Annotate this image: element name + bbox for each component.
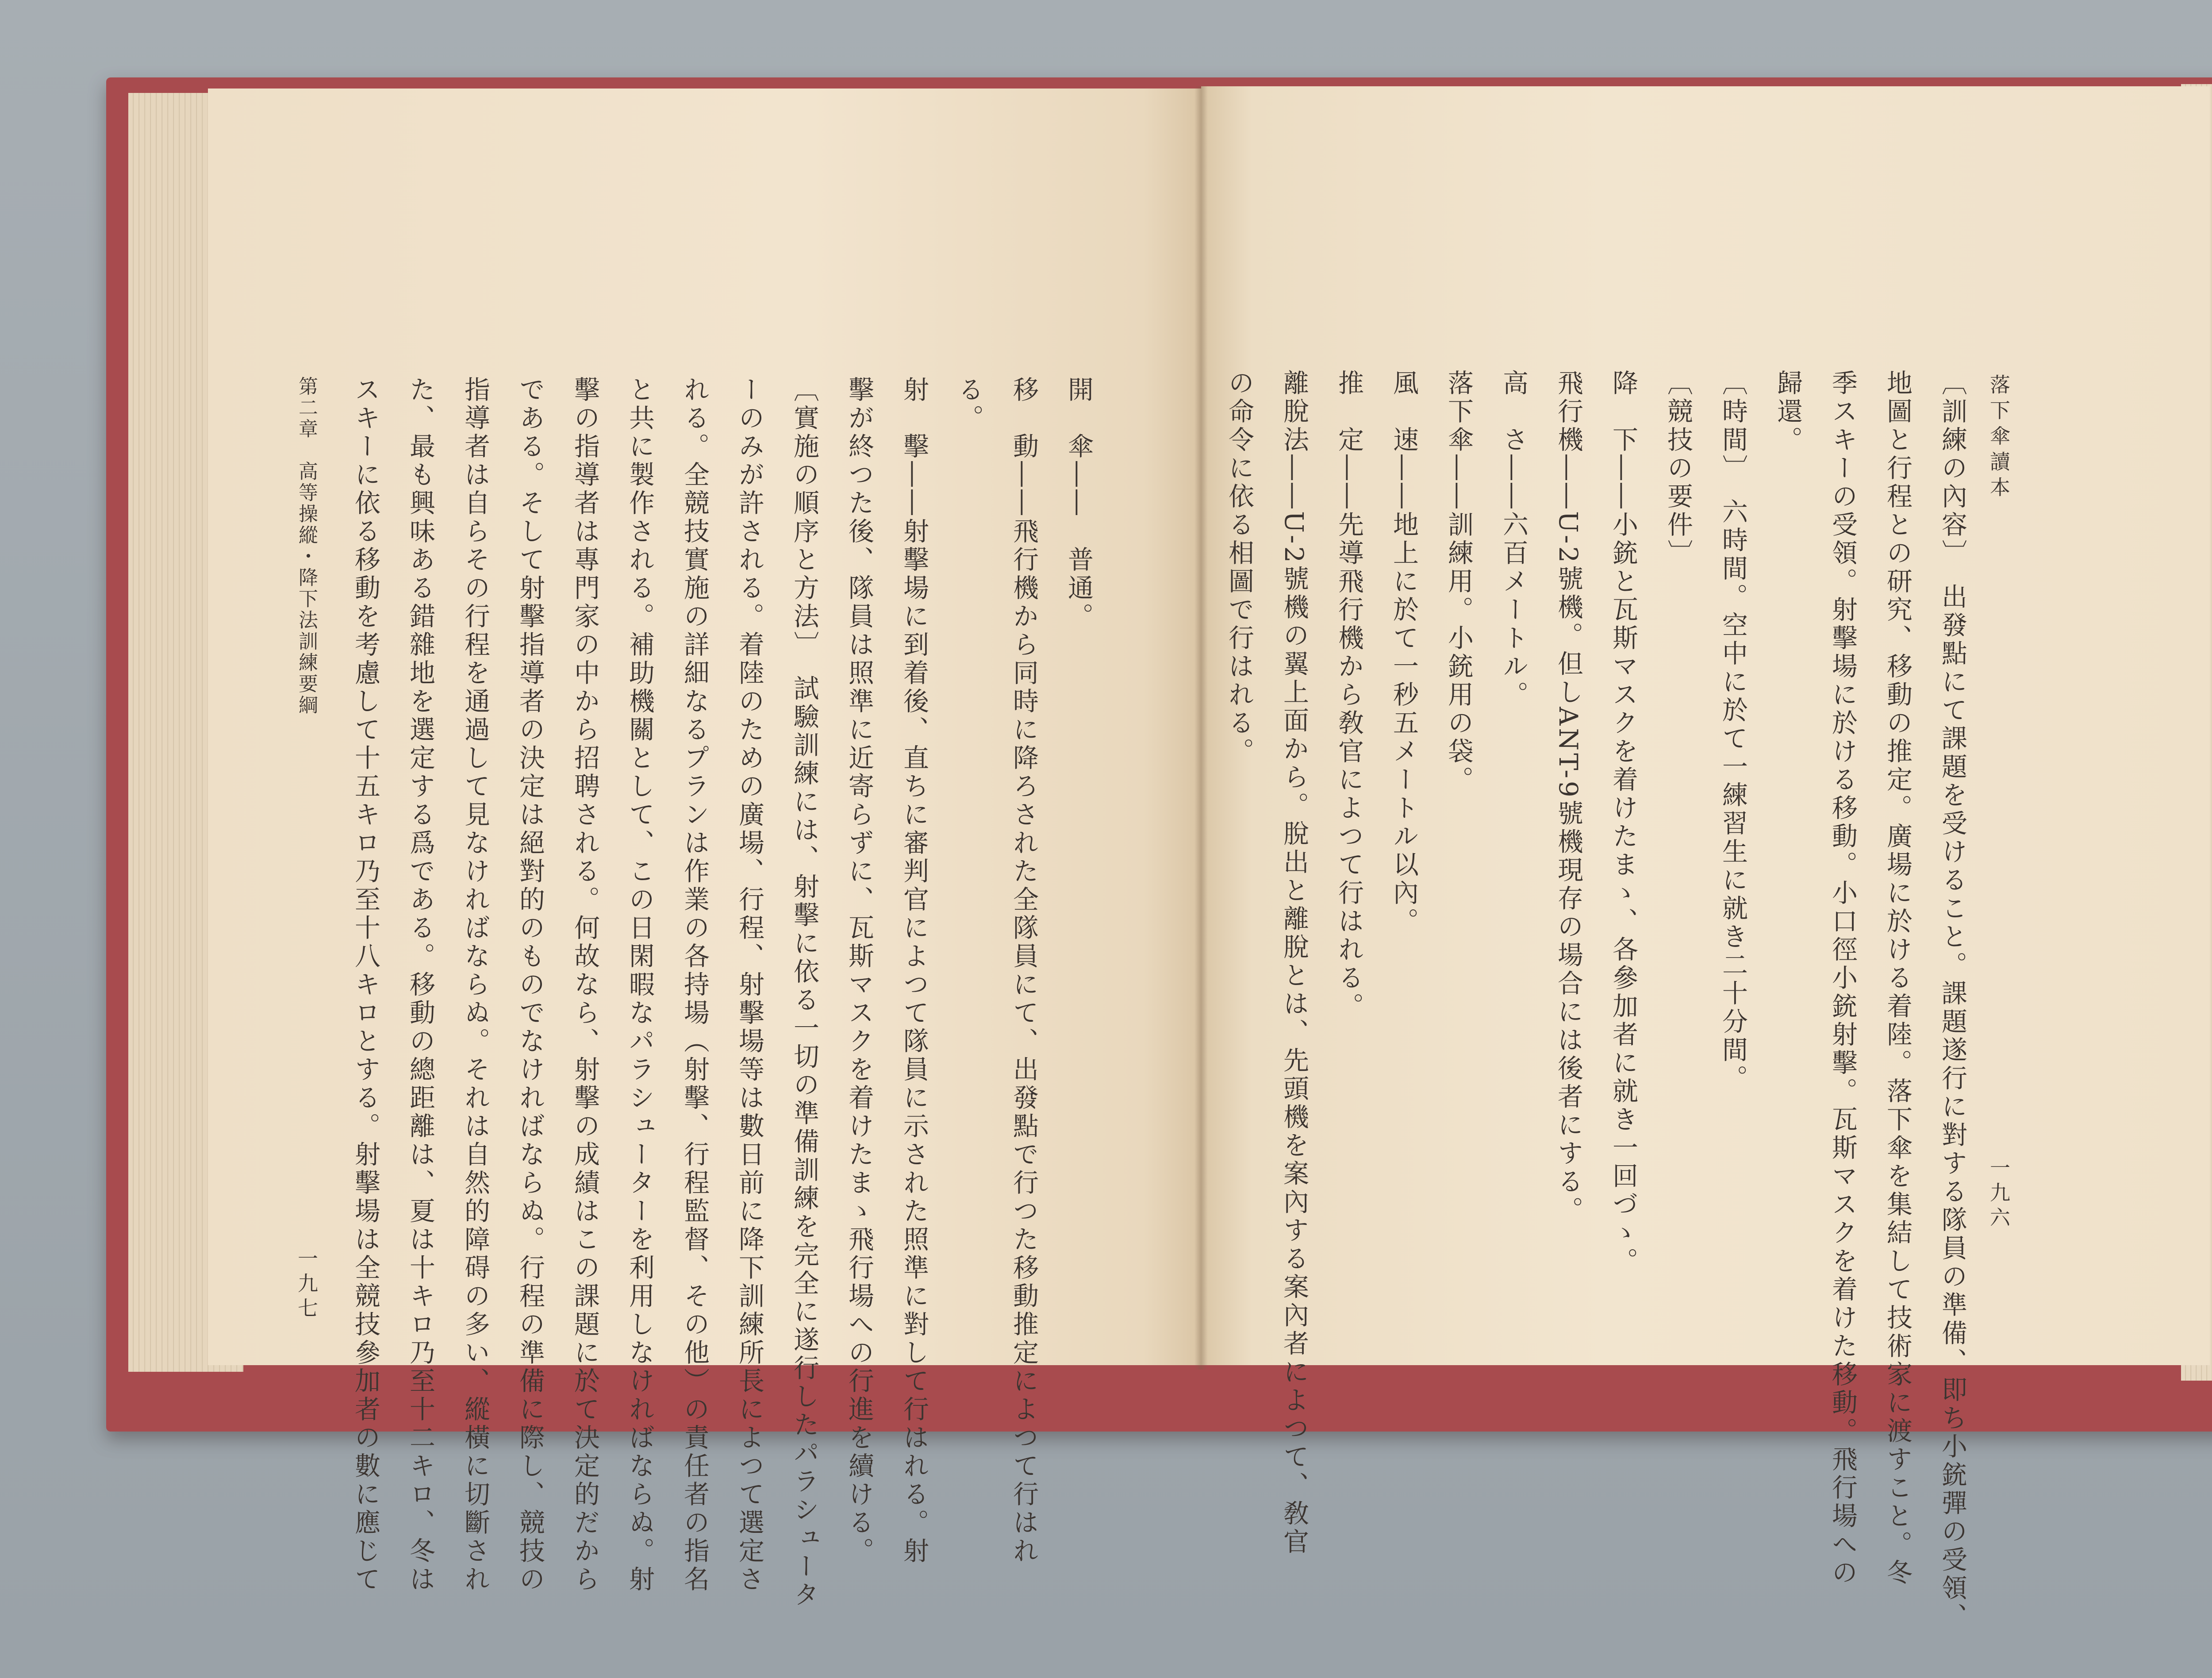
text-column: る。 [954,376,984,433]
text-column: スキーに依る移動を考慮して十五キロ乃至十八キロとする。射擊場は全競技參加者の數に應じて [350,376,380,1594]
text-column: と共に製作される。補助機關として、この日閑暇なパラシューターを利用しなければならぬ。射 [625,376,655,1594]
text-column: である。そして射擊指導者の決定は絕對的のものでなければならぬ。行程の準備に際し、競技の [515,376,545,1594]
text-column: れる。全競技實施の詳細なるプランは作業の各持場（射擊、行程監督、その他）の責任者の指名 [680,376,710,1594]
text-column: 移 動――飛行機から同時に降ろされた全隊員にて、出發點で行つた移動推定によつて行はれ [1009,376,1039,1566]
text-column: 飛行機――U-2號機。但しANT-9號機現存の場合には後者にする。 [1553,369,1583,1225]
text-column: 地圖と行程との研究、移動の推定。廣場に於ける着陸。落下傘を集結して技術家に渡すこと。冬 [1882,369,1912,1587]
text-column: 〔競技の要件〕 [1663,369,1693,568]
text-column: 落下傘――訓練用。小銃用の袋。 [1444,369,1474,794]
text-column: 指導者は自らその行程を通過して見なければならぬ。それは自然的障碍の多い、縱橫に切斷され [460,376,490,1594]
text-column: 擊が終つた後、隊員は照準に近寄らずに、瓦斯マスクを着けたまゝ飛行場への行進を續ける。 [844,376,874,1566]
text-column: 擊の指導者は專門家の中から招聘される。何故なら、射擊の成績はこの課題に於て決定的だから [570,376,600,1594]
text-column: ーのみが許される。着陸のための廣場、行程、射擊場等は數日前に降下訓練所長によつて選定さ [734,376,764,1594]
left-page-footer: 第二章 高等操縱・降下法訓練要綱 [295,376,318,716]
text-column: 降 下――小銃と瓦斯マスクを着けたまゝ、各參加者に就き一回づゝ。 [1608,369,1638,1276]
text-column: 離脫法――U-2號機の翼上面から。脫出と離脫とは、先頭機を案內する案內者によつて、敎官 [1279,369,1309,1557]
text-column: 〔時間〕 六時間。空中に於て一練習生に就き二十分間。 [1718,369,1748,1093]
running-header: 落下傘讀本 [1987,374,2011,502]
text-column: た、最も興味ある錯雜地を選定する爲である。移動の總距離は、夏は十キロ乃至十二キロ、冬は [405,376,435,1594]
left-page-number: 一九七 [295,1248,319,1322]
text-column: 歸還。 [1773,369,1803,454]
book-gutter [1194,86,1208,1370]
text-column: 高 さ――六百メートル。 [1498,369,1528,709]
left-page [208,89,1203,1609]
text-column: の命令に依る相圖で行はれる。 [1224,369,1254,766]
text-column: 〔實施の順序と方法〕 試驗訓練には、射擊に依る一切の準備訓練を完全に遂行したパラシュータ [789,376,819,1609]
text-column: 季スキーの受領。射擊場に於ける移動。小口徑小銃射擊。瓦斯マスクを着けた移動。飛行場への [1828,369,1858,1587]
text-column: 風 速――地上に於て一秒五メートル以內。 [1389,369,1419,936]
right-page [1201,86,2210,1631]
text-column: 開 傘―― 普通。 [1064,376,1094,631]
text-column: 推 定――先導飛行機から敎官によつて行はれる。 [1334,369,1364,1021]
right-page-number: 一九六 [1987,1157,2011,1232]
text-column: 射 擊――射擊場に到着後、直ちに審判官によつて隊員に示された照準に對して行はれる。射 [899,376,929,1566]
text-column: 〔訓練の內容〕 出發點にて課題を受けること。課題遂行に對する隊員の準備、即ち小銃彈の受領、 [1937,369,1967,1631]
